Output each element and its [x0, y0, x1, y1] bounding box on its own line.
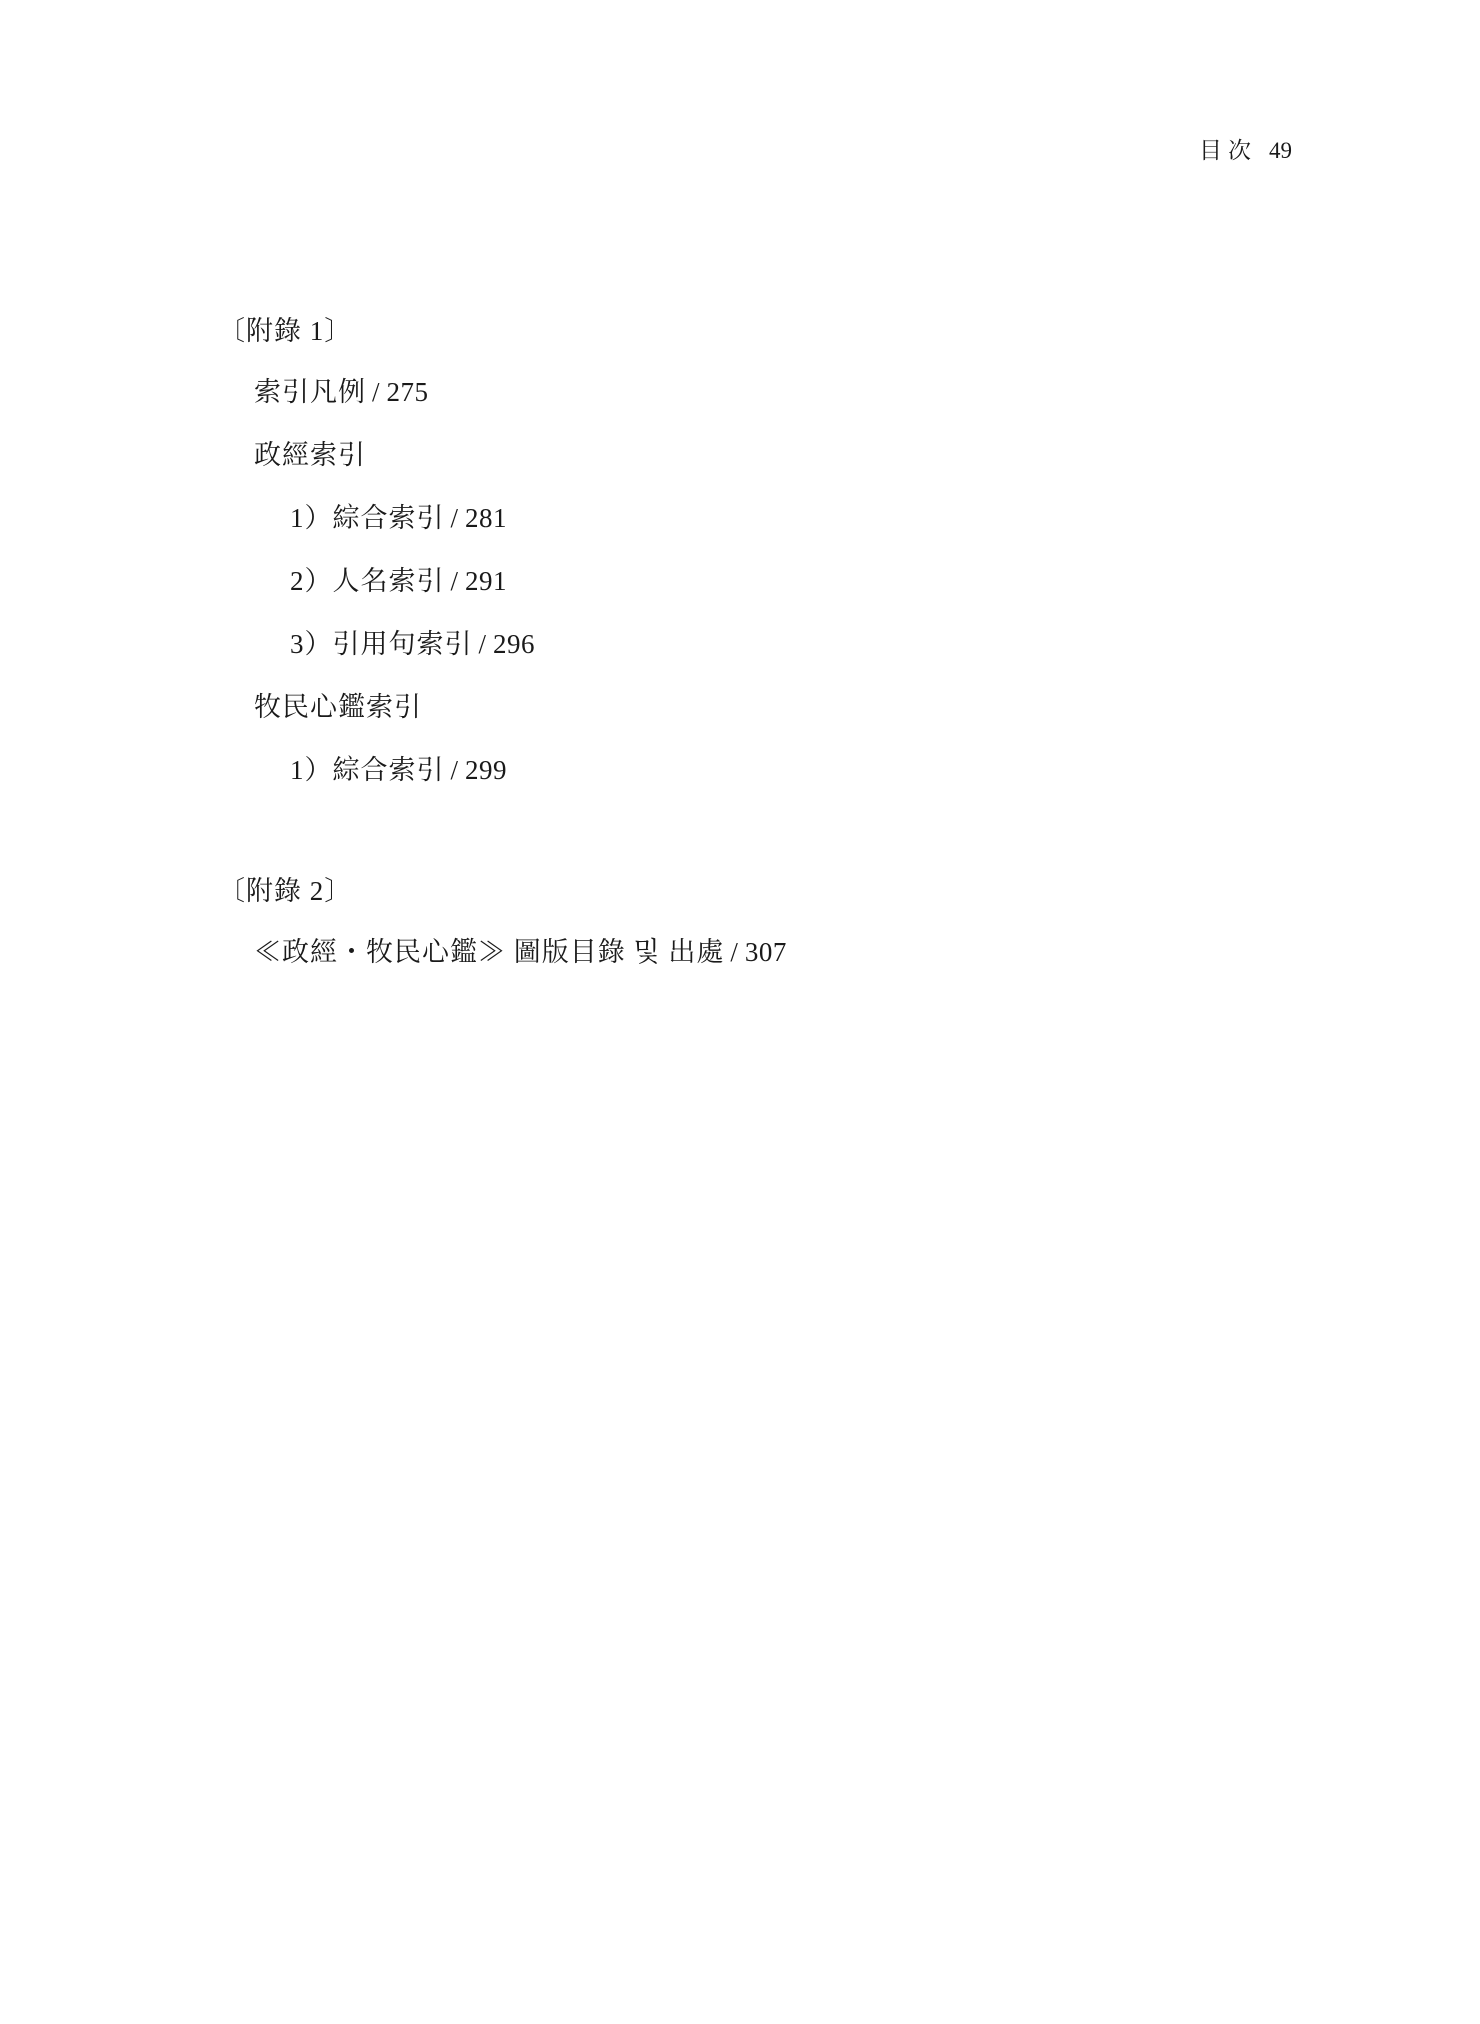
toc-entry-page: 307	[744, 937, 787, 967]
toc-entry-title: 1）綜合索引	[290, 755, 445, 785]
toc-entry	[218, 568, 1278, 595]
toc-entry-separator: /	[450, 566, 460, 596]
toc-entry-title: 2）人名索引	[290, 566, 445, 596]
running-head	[1199, 132, 1292, 165]
toc-entry-title: 3）引用句索引	[290, 629, 473, 659]
toc-entry-separator: /	[372, 377, 381, 407]
toc-entry-title: 政經索引	[254, 440, 366, 470]
toc-entry-page: 299	[465, 755, 508, 785]
toc-entry-title: 1）綜合索引	[290, 503, 445, 533]
toc-entry-separator: /	[478, 629, 488, 659]
appendix-section-2	[218, 878, 1278, 966]
toc-entry-page: 275	[386, 377, 429, 407]
appendix-heading: 〔附錄 1〕	[218, 316, 353, 346]
appendix-heading: 〔附錄 2〕	[218, 876, 353, 906]
toc-entry-separator: /	[730, 937, 739, 967]
toc-entry-page: 281	[465, 503, 508, 533]
toc-entry-separator: /	[450, 503, 460, 533]
toc-entry	[218, 939, 1278, 966]
toc-entry	[218, 379, 1278, 406]
toc-entry-separator: /	[450, 755, 460, 785]
toc-entry-title: 牧民心鑑索引	[254, 692, 422, 722]
toc-entry	[218, 694, 1278, 721]
section-gap	[218, 820, 1278, 878]
table-of-contents-appendices	[218, 318, 1278, 1002]
toc-entry	[218, 442, 1278, 469]
toc-entry	[218, 631, 1278, 658]
toc-entry-title: 索引凡例	[254, 377, 366, 407]
toc-entry-page: 296	[493, 629, 536, 659]
toc-entry-title: ≪政經・牧民心鑑≫ 圖版目錄 및 出處	[254, 937, 725, 967]
appendix-section-1	[218, 318, 1278, 784]
running-head-label: 目次	[1199, 138, 1257, 163]
toc-entry	[218, 757, 1278, 784]
toc-entry	[218, 505, 1278, 532]
running-head-page-number: 49	[1269, 138, 1292, 163]
toc-entry-page: 291	[465, 566, 508, 596]
